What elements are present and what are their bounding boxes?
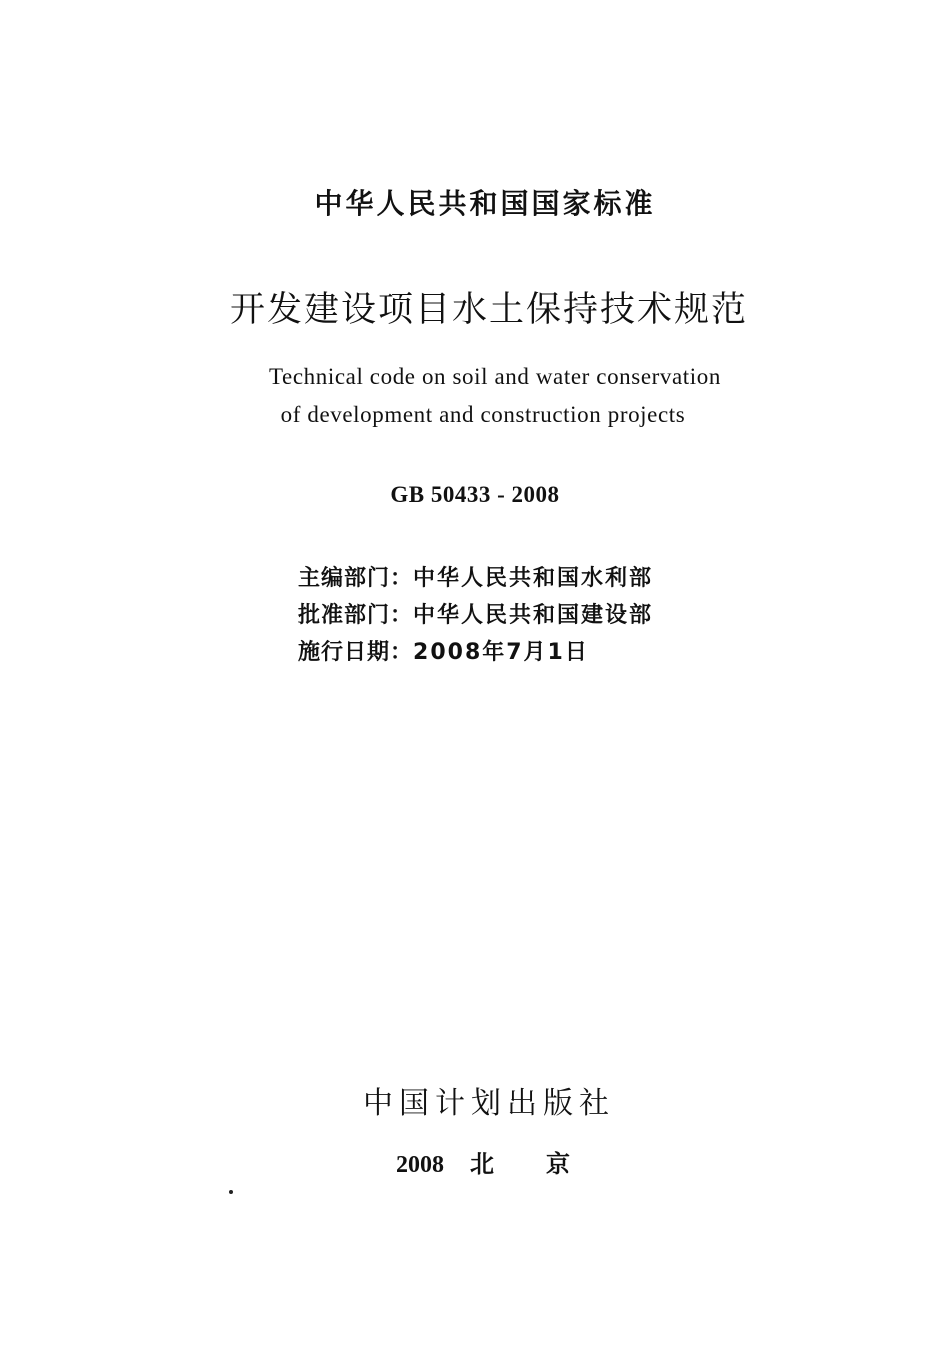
info-label: 批准部门： bbox=[298, 603, 414, 628]
document-title-cn: 开发建设项目水土保持技术规范 bbox=[229, 290, 748, 330]
publication-year: 2008 bbox=[396, 1152, 444, 1178]
scan-speck bbox=[229, 1190, 233, 1194]
info-block bbox=[298, 560, 653, 671]
info-value: 2008年7月1日 bbox=[413, 640, 589, 665]
info-label: 施行日期： bbox=[298, 640, 414, 665]
info-row-effective-date bbox=[298, 634, 653, 671]
info-row-editor bbox=[298, 560, 653, 597]
info-value: 中华人民共和国水利部 bbox=[413, 566, 654, 591]
publisher-name: 中国计划出版社 bbox=[363, 1086, 615, 1121]
info-row-approver bbox=[298, 597, 653, 634]
document-title-en-line1: Technical code on soil and water conservation bbox=[268, 364, 721, 389]
publication-city-part2: 京 bbox=[546, 1150, 570, 1178]
info-value: 中华人民共和国建设部 bbox=[413, 603, 654, 628]
document-title-en-line2: of development and construction projects bbox=[280, 402, 686, 427]
standard-type-heading: 中华人民共和国国家标准 bbox=[314, 187, 656, 220]
info-label: 主编部门： bbox=[298, 566, 414, 591]
publication-city-part1: 北 bbox=[470, 1150, 494, 1178]
publication-place bbox=[396, 1144, 570, 1179]
standard-code: GB 50433 - 2008 bbox=[390, 482, 560, 507]
